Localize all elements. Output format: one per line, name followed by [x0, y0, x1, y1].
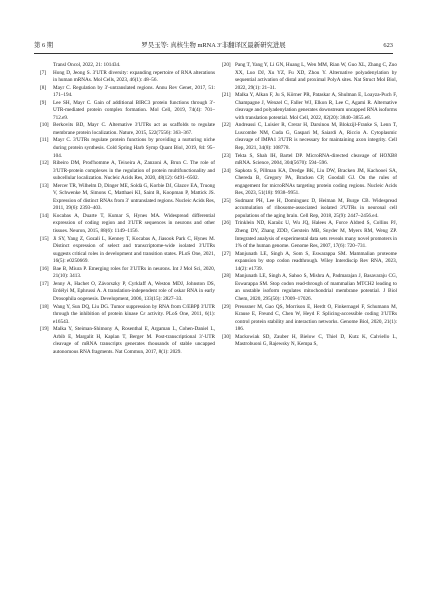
reference-entry — [222, 273, 397, 303]
reference-text: Ji SY, Yang Z, Gozali L, Kenney T, Kocabas A, Jiasook Park C, Hynes M. Distinct expression of select and transcriptome-wide isolated 3′UTRs suggests critical roles in development and transition states. PLoS One, 2021, 16(5): e0250669. — [53, 235, 215, 265]
reference-number: [21] — [222, 92, 231, 99]
reference-entry — [40, 137, 215, 160]
reference-number: [28] — [222, 273, 231, 280]
reference-text: Bae B, Miura P. Emerging roles for 3′UTRs in neurons. Int J Mol Sci, 2020, 21(10): 3413. — [53, 265, 215, 280]
reference-text: Mayr C. Regulation by 3′-untranslated regions. Annu Rev Genet, 2017, 51: 171–194. — [53, 84, 215, 99]
reference-entry — [222, 168, 397, 198]
reference-entry — [40, 100, 215, 123]
reference-entry — [222, 198, 397, 221]
reference-entry — [40, 62, 215, 70]
reference-number: [17] — [40, 280, 49, 287]
reference-number: [13] — [40, 182, 49, 189]
reference-text: Tekta S, Shah IH, Bartel DP. MicroRNA-directed cleavage of HOXB8 mRNA. Science, 2004, 304(5670): 594–596. — [235, 152, 397, 167]
reference-text: Malka Y, Alkan F, Ju S, Körner PR, Pataskar A, Shulman E, Loayza-Puch F, Champagne J, Wenzel C, Faller WJ, Elkon R, Lee C, Agami R. Alternative cleavage and polyadenylation generates downstream uncapped RNA isoforms with translation potential. Mol Cell, 2022, 82(20): 3840–3855.e8. — [235, 92, 397, 121]
reference-entry — [40, 85, 215, 100]
reference-number: [8] — [40, 84, 47, 91]
reference-text: Trinklein ND, Karaöz U, Wu JQ, Halees A, Force Aldred S, Collins PJ, Zheng DY, Zhang ZDD, Gerstein MB, Snyder M, Myers RM, Weng ZP. Integrated analysis of experimental data sets reveals many novel promoters in 1% of the human genome. Genome Res, 2007, 17(6): 720–731. — [235, 220, 397, 250]
reference-number: [12] — [40, 160, 49, 167]
reference-entry — [222, 334, 397, 349]
reference-number: [7] — [40, 69, 47, 76]
reference-number: [19] — [40, 326, 49, 333]
reference-entry — [222, 62, 397, 92]
page-number: 623 — [383, 42, 393, 49]
reference-entry — [40, 183, 215, 213]
reference-text: Manjunath LE, Singh A, Som S, Eswarappa SM. Mammalian proteome expansion by stop codon readthrough. Wiley Interdiscip Rev RNA, 2023, 14(2): e1739. — [235, 250, 397, 272]
reference-column-right — [222, 62, 397, 349]
reference-entry — [40, 160, 215, 183]
reference-text: Preussner M, Gao QS, Morrison E, Herdt O, Finkernagel F, Schumann M, Krause E, Freund C, Chen W, Heyd F. Splicing-accessible coding 3′UTRs control protein stability and interaction networks. Genome Biol, 2020, 21(1): 186. — [235, 303, 397, 333]
reference-number: [29] — [222, 303, 231, 310]
reference-number: [16] — [40, 265, 49, 272]
reference-text: Berkovits BD, Mayr C. Alternative 3′UTRs act as scaffolds to regulate membrane protein localization. Nature, 2015, 522(7556): 363–367. — [53, 122, 215, 136]
reference-text: Sudmant PH, Lee H, Dominguez D, Heiman M, Burge CB. Widespread accumulation of ribosome-associated isolated 3′UTRs in neuronal cell populations of the aging brain. Cell Rep, 2018, 25(9): 2447–2456.e4. — [235, 197, 397, 219]
reference-text: Ribeiro DM, Prod'homme A, Teixeira A, Zanzoni A, Brun C. The role of 3′UTR-protein complexes in the regulation of protein multifunctionality and subcellular localization. Nucleic Acids Res, 2020, 48(12): 6491–6502. — [53, 160, 215, 182]
running-title: 罗昊玉等: 真核生物 mRNA 3′非翻译区最新研究进展 — [141, 42, 286, 49]
reference-entry — [40, 213, 215, 236]
reference-number: [14] — [40, 212, 49, 219]
reference-text: Transl Oncol, 2022, 21: 101434. — [53, 62, 121, 68]
reference-text: Mayr C. 3′UTRs regulate protein functions by providing a nurturing niche during protein synthesis. Cold Spring Harb Symp Quant Biol, 2019, 84: 95–104. — [53, 137, 215, 159]
reference-number: [18] — [40, 303, 49, 310]
reference-entry — [40, 266, 215, 281]
reference-text: Mackowiak SD, Zauber H, Bielow C, Thiel D, Kutz K, Calviello L, Mastrobuoni G, Rajewsky N, Kempa S, — [235, 333, 397, 348]
reference-number: [25] — [222, 197, 231, 204]
reference-number: [10] — [40, 122, 49, 129]
reference-entry — [222, 153, 397, 168]
reference-text: Malka Y, Steiman-Shimony A, Rosenthal E, Argaman L, Cohen-Daniel L, Arbib E, Margalit H, Kaplan T, Berger M. Post-transcriptional 3′-UTR cleavage of mRNA transcripts generates thousands of stable uncapped autonomous RNA fragments. Nat Commun, 2017, 8(1): 2029. — [53, 326, 215, 355]
reference-entry — [222, 251, 397, 274]
reference-number: [11] — [40, 137, 49, 144]
reference-entry — [40, 122, 215, 137]
reference-number: [30] — [222, 333, 231, 340]
reference-entry — [222, 220, 397, 250]
reference-text: Pang T, Yang Y, Li GN, Huang L, Wen MM, Rian W, Guo XL, Zhang C, Zuo XX, Luo DJ, Xu YZ, Fu XD, Zhou Y. Alternative polyadenylation by sequential activation of distal and proximal PolyA sites. Nat Struct Mol Biol, 2022, 29(1): 21–31. — [235, 62, 397, 91]
reference-entry — [40, 70, 215, 85]
running-header — [34, 40, 393, 52]
reference-text: Hong D, Jeong S. 3′UTR diversity: expanding repertoire of RNA alterations in human mRNAs. Mol Cells, 2023, 46(1): 48–56. — [53, 69, 215, 84]
reference-text: Mercer TR, Wilhelm D, Dinger ME, Soldà G, Korbie DJ, Glazov EA, Truong V, Schwenke M, Simons C, Matthaei KI, Saint R, Koopman P, Mattick JS. Expression of distinct RNAs from 3′ untranslated regions. Nucleic Acids Res, 2011, 39(6): 2393–403. — [53, 182, 215, 212]
reference-entry — [40, 304, 215, 327]
reference-number: [22] — [222, 122, 231, 129]
reference-text: Manjunath LE, Singh A, Sahoo S, Mishra A, Padmarajan J, Basavaraju CG, Eswarappa SM. Stop codon read-through of mammalian MTCH2 leading to an unstable isoform regulates mitochondrial membrane potential. J Biol Chem, 2020, 295(50): 17009–17026. — [235, 273, 397, 302]
reference-number: [24] — [222, 167, 231, 174]
reference-entry — [40, 281, 215, 304]
reference-number: [23] — [222, 152, 231, 159]
reference-number: [9] — [40, 99, 47, 106]
reference-entry — [222, 304, 397, 334]
issue-number: 第 6 期 — [34, 42, 54, 49]
reference-entry — [222, 92, 397, 122]
reference-text: Kocabas A, Duarte T, Kumar S, Hynes MA. Widespread differential expression of coding region and 3′UTR sequences in neurons and other tissues. Neuron, 2015, 88(6): 1149–1156. — [53, 212, 215, 235]
reference-number: [27] — [222, 250, 231, 257]
reference-text: Wang Y, Sun DQ, Liu DG. Tumor suppression by RNA from C/EBPβ 3′UTR through the inhibition of protein kinase Cε activity. PLoS One, 2011, 6(1): e16543. — [53, 303, 215, 325]
reference-number: [20] — [222, 62, 231, 68]
reference-number: [26] — [222, 220, 231, 227]
reference-entry — [40, 326, 215, 356]
reference-text: Jenny A, Hachet O, Závorszky P, Cyrklaff A, Weston MDJ, Johnston DS, Erdélyi M, Ephrussi A. A translation-independent role of oskar RNA in early Drosophila oogenesis. Development, 2006, 133(15): 2827–33. — [53, 280, 215, 302]
reference-text: Lee SH, Mayr C. Gain of additional BIRC3 protein functions through 3′-UTR-mediated protein complex formation. Mol Cell, 2019, 74(4): 701–712.e9. — [53, 99, 215, 121]
reference-entry — [222, 122, 397, 152]
reference-number: [15] — [40, 235, 49, 242]
reference-text: Andreassi C, Luisier R, Crerar H, Darsinou M, Blokzijl-Franke S, Lenn T, Luscombe NM, Cuda G, Gaspari M, Saiardi A, Riccio A. Cytoplasmic cleavage of IMPA1 3′UTR is necessary for maintaining axon integrity. Cell Rep, 2021, 34(8): 108778. — [235, 122, 397, 152]
reference-entry — [40, 236, 215, 266]
header-rule — [34, 53, 393, 54]
reference-column-left — [40, 62, 215, 356]
reference-text: Sapkota S, Pillman KA, Dredge BK, Liu DW, Bracken JM, Kachooei SA, Chereda B, Gregory PA, Bracken CP, Goodall GJ. On the rules of engagement for microRNAs targeting protein coding regions. Nucleic Acids Res, 2023, 51(18): 9938–9951. — [235, 167, 397, 197]
